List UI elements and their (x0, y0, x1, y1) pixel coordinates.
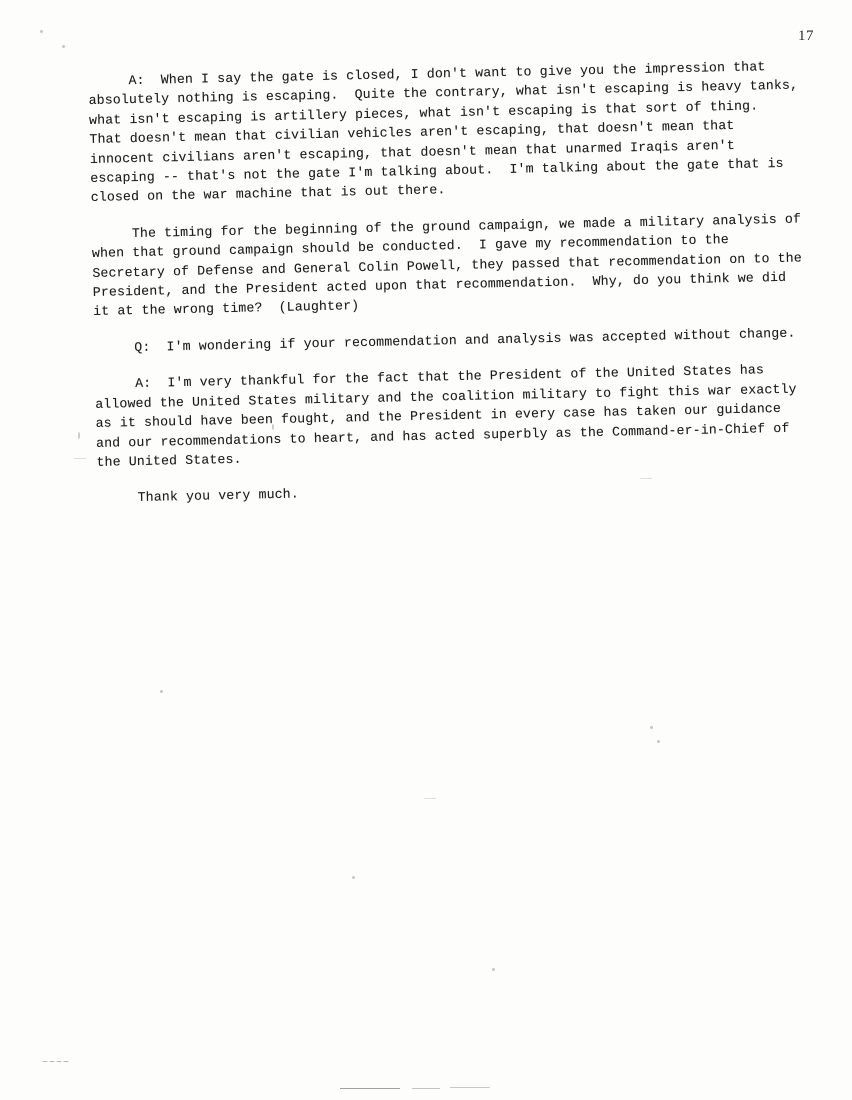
scan-edge-line (340, 1088, 400, 1089)
scan-speck (650, 726, 653, 729)
scan-speck (657, 740, 660, 743)
scan-edge-line (412, 1088, 440, 1089)
scan-speck (160, 690, 163, 693)
scan-edge-line (450, 1087, 490, 1088)
scan-smudge (74, 458, 86, 459)
scan-speck (78, 432, 80, 439)
scan-edge-mark: ~~~~ (42, 1058, 71, 1069)
paragraph-answer-thankful: A: I'm very thankful for the fact that the President of the United States has allowed the United States military and the coalition military to fight this war exactly as it should have been fought, and the President in every case has taken our guidance and our recommendations to heart, and has acted superbly as the Command-er-in-Chief of the United States. (94, 362, 805, 470)
paragraph-timing-ground-campaign: The timing for the beginning of the ground campaign, we made a military analysis of when that ground campaign should be conducted. I gave my recommendation to the Secretary of Defense and General Colin Powell, they passed that recommendation on to the President, and the President acted upon that recommendation. Why, do you think we did it at the wrong time? (Laughter) (91, 211, 811, 320)
paragraph-thank-you: Thank you very much. (97, 486, 300, 507)
scan-speck (492, 968, 495, 971)
scan-smudge (424, 798, 436, 799)
scan-speck (62, 45, 65, 48)
page-number: 17 (798, 28, 814, 44)
bottom-scan-artifacts (0, 1030, 852, 1100)
paragraph-answer-gate-closed: A: When I say the gate is closed, I don't want to give you the impression that absolutely nothing is escaping. Quite the contrary, what isn't escaping is heavy tanks, what isn't escaping is artillery pieces, what isn't escaping is that sort of thing. That doesn't mean that civilian vehicles aren't escaping, that doesn't mean that innocent civilians aren't escaping, that doesn't mean that unarmed Iraqis aren't escaping -- that's not the gate I'm talking about. I'm talking about the gate that is closed on the war machine that is out there. (88, 59, 807, 206)
paragraph-question-recommendation: Q: I'm wondering if your recommendation and analysis was accepted without change. (93, 325, 796, 356)
scan-speck (352, 876, 355, 879)
scan-speck (40, 30, 43, 33)
document-body (88, 56, 814, 525)
